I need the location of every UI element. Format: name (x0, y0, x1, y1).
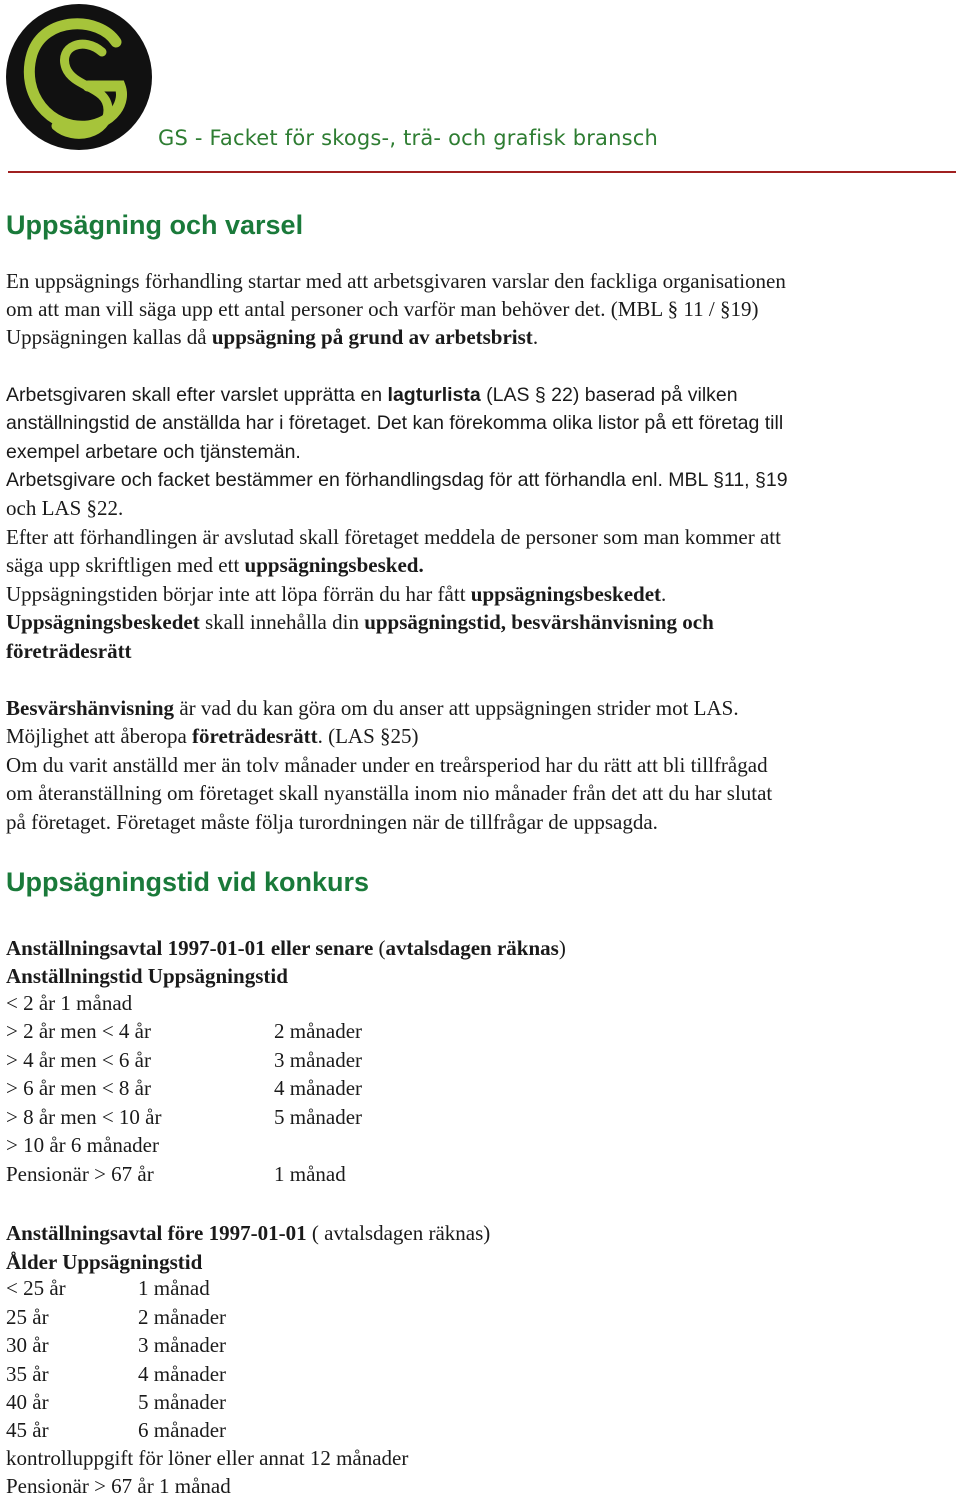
table-row: > 6 år men < 8 år 4 månader (6, 1076, 363, 1100)
paragraph-line: En uppsägnings förhandling startar med att arbetsgivaren varslar den fackliga organisationen (6, 269, 786, 293)
paragraph-line: Besvärshänvisning är vad du kan göra om du anser att uppsägningen strider mot LAS. (6, 696, 739, 720)
paragraph-line: Möjlighet att åberopa företrädesrätt. (LAS §25) (6, 724, 419, 748)
paragraph-line: Om du varit anställd mer än tolv månader under en treårsperiod har du rätt att bli tillfrågad (6, 753, 768, 777)
table-row: 35 år 4 månader (6, 1362, 227, 1386)
table-header: Ålder Uppsägningstid (6, 1250, 203, 1274)
section-heading-konkurs: Uppsägningstid vid konkurs (6, 867, 370, 897)
paragraph-line: exempel arbetare och tjänstemän. (6, 441, 301, 463)
paragraph-line: Uppsägningen kallas då uppsägning på grund av arbetsbrist. (6, 325, 539, 349)
table-row: 40 år 5 månader (6, 1390, 227, 1414)
table-row: > 10 år 6 månader (6, 1133, 159, 1157)
paragraph-line: om att man vill säga upp ett antal personer och varför man behöver det. (MBL § 11 / §19) (6, 297, 759, 321)
table-row: > 4 år men < 6 år 3 månader (6, 1048, 363, 1072)
paragraph-line: Uppsägningsbeskedet skall innehålla din uppsägningstid, besvärshänvisning och (6, 610, 714, 634)
table-title: Anställningsavtal 1997-01-01 eller senare (avtalsdagen räknas) (6, 936, 566, 960)
table-row: 25 år 2 månader (6, 1305, 227, 1329)
paragraph-line: och LAS §22. (6, 496, 124, 520)
table-row: < 2 år 1 månad (6, 991, 133, 1015)
organization-name: GS - Facket för skogs-, trä- och grafisk bransch (158, 126, 659, 150)
paragraph-line: anställningstid de anställda har i företaget. Det kan förekomma olika listor på ett företag till (6, 412, 784, 434)
table-header: Anställningstid Uppsägningstid (6, 964, 288, 988)
table-row: 45 år 6 månader (6, 1418, 227, 1442)
table-row: Pensionär > 67 år 1 månad (6, 1162, 346, 1186)
paragraph-line: Arbetsgivare och facket bestämmer en förhandlingsdag för att förhandla enl. MBL §11, §19 (6, 469, 788, 491)
table-row: Pensionär > 67 år 1 månad (6, 1474, 231, 1498)
header-divider (8, 171, 956, 173)
paragraph-line: Arbetsgivaren skall efter varslet upprätta en lagturlista (LAS § 22) baserad på vilken (6, 384, 738, 406)
table-row: < 25 år 1 månad (6, 1276, 210, 1300)
gs-logo (4, 2, 154, 152)
table-title: Anställningsavtal före 1997-01-01 ( avtalsdagen räknas) (6, 1221, 491, 1245)
table-row: 30 år 3 månader (6, 1333, 227, 1357)
table-row: > 8 år men < 10 år 5 månader (6, 1105, 363, 1129)
paragraph-line: företrädesrätt (6, 639, 132, 663)
paragraph-line: Efter att förhandlingen är avslutad skall företaget meddela de personer som man kommer att (6, 525, 781, 549)
paragraph-line: Uppsägningstiden börjar inte att löpa förrän du har fått uppsägningsbeskedet. (6, 582, 667, 606)
table-row: kontrolluppgift för löner eller annat 12 månader (6, 1446, 409, 1470)
paragraph-line: säga upp skriftligen med ett uppsägningsbesked. (6, 553, 424, 577)
paragraph-line: om återanställning om företaget skall nyanställa inom nio månader från det att du har slutat (6, 781, 773, 805)
paragraph-line: på företaget. Företaget måste följa turordningen när de tillfrågar de uppsagda. (6, 810, 658, 834)
table-row: > 2 år men < 4 år 2 månader (6, 1019, 363, 1043)
section-heading-uppsagning: Uppsägning och varsel (6, 210, 304, 240)
